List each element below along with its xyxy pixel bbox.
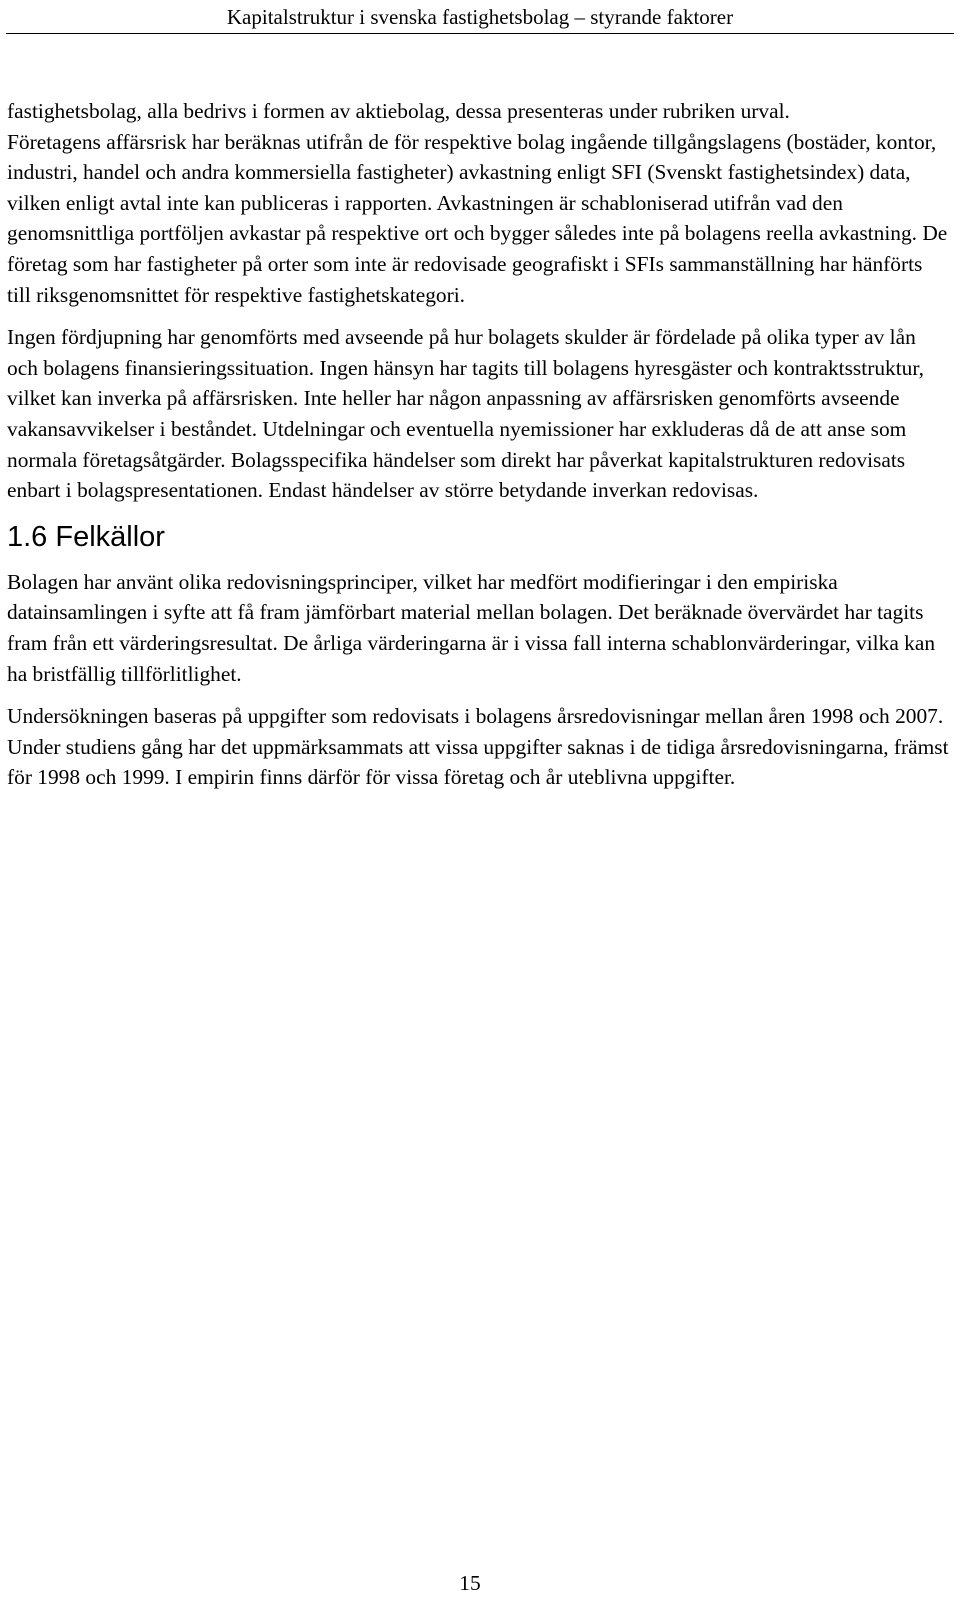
header-rule	[6, 33, 954, 34]
paragraph-undersokningen: Undersökningen baseras på uppgifter som redovisats i bolagens årsredovisningar mellan åren 1998 och 2007. Under studiens gång har det uppmärksammats att vissa uppgifter saknas i de tidiga årsredovisningarna, främst för 1998 och 1999. I empirin finns därför för vissa företag och år uteblivna uppgifter.	[7, 704, 949, 790]
paragraph-affarsrisk: Företagens affärsrisk har beräknas utifrån de för respektive bolag ingående tillgångslagens (bostäder, kontor, industri, handel och andra kommersiella fastigheter) avkastning enligt SFI (Svenskt fastighetsindex) data, vilken enligt avtal inte kan publiceras i rapporten. Avkastningen är schabloniserad utifrån vad den genomsnittliga portföljen avkastar på respektive ort och bygger således inte på bolagens reella avkastning. De företag som har fastigheter på orter som inte är redovisade geografiskt i SFIs sammanställning har hänförts till riksgenomsnittet för respektive fastighetskategori.	[7, 129, 948, 307]
paragraph-fordjupning: Ingen fördjupning har genomförts med avseende på hur bolagets skulder är fördelade på olika typer av lån och bolagens finansieringssituation. Ingen hänsyn har tagits till bolagens hyresgäster och kontraktsstruktur, vilket kan inverka på affärsrisken. Inte heller har någon anpassning av affärsrisken genomförts avseende vakansavvikelser i beståndet. Utdelningar och eventuella nyemissioner har exkluderas då de att anse som normala företagsåtgärder. Bolagsspecifika händelser som direkt har påverkat kapitalstrukturen redovisats enbart i bolagspresentationen. Endast händelser av större betydande inverkan redovisas.	[7, 325, 924, 503]
paragraph-urval: fastighetsbolag, alla bedrivs i formen av aktiebolag, dessa presenteras under rubriken urval.	[7, 99, 790, 123]
page-number: 15	[459, 1571, 481, 1595]
paragraph-redovisningsprinciper: Bolagen har använt olika redovisningsprinciper, vilket har medfört modifieringar i den empiriska datainsamlingen i syfte att få fram jämförbart material mellan bolagen. Det beräknade övervärdet har tagits fram från ett värderingsresultat. De årliga värderingarna är i vissa fall interna schablonvärderingar, vilka kan ha bristfällig tillförlitlighet.	[7, 569, 936, 686]
body-text	[7, 96, 951, 793]
running-header: Kapitalstruktur i svenska fastighetsbolag – styrande faktorer	[226, 5, 734, 29]
section-heading: 1.6 Felkällor	[7, 520, 165, 553]
